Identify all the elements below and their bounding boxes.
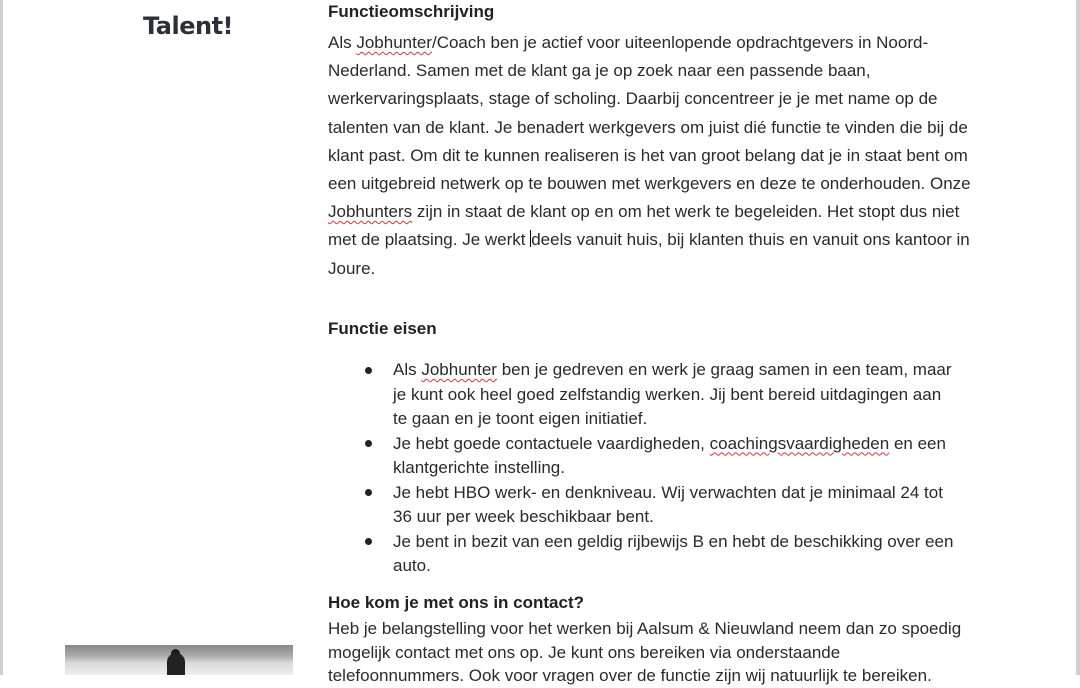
text-line: Jobhunters zijn in staat de klant op en om het werk te begeleiden. Het stopt dus niet [328, 202, 960, 222]
heading-functieomschrijving: Functieomschrijving [328, 2, 495, 21]
text-line: Joure. [328, 258, 376, 278]
text-line: Als Jobhunter/Coach ben je actief voor uiteenlopende opdrachtgevers in Noord- [328, 33, 929, 52]
text-line: mogelijk contact met ons op. Je kunt ons bereiken via onderstaande [328, 642, 841, 662]
spelling-error[interactable]: coachingsvaardigheden [709, 433, 890, 453]
text-line: Als Jobhunter ben je gedreven en werk je graag samen in een team, maar [393, 360, 952, 379]
text-line: telefoonnummers. Ook voor vragen over de functie zijn wij natuurlijk te bereiken. [328, 666, 932, 685]
list-item [363, 432, 1003, 481]
requirements-list [363, 358, 1003, 579]
paragraph-description[interactable] [328, 29, 1028, 283]
text-line: klant past. Om dit te kunnen realiseren is het van groot belang dat je in staat bent om [328, 145, 968, 165]
text-line: te gaan en je toont eigen initiatief. [393, 409, 648, 428]
text-line: Nederland. Samen met de klant ga je op zoek naar een passende baan, [328, 61, 871, 81]
text-line: werkervaringsplaats, stage of scholing. Daarbij concentreer je je met name op de [328, 89, 938, 109]
text-line: Je hebt goede contactuele vaardigheden, coachingsvaardigheden en een [393, 433, 946, 453]
text-line: talenten van de klant. Je benadert werkgevers om juist dié functie te vinden die bij de [328, 117, 968, 137]
paragraph-contact[interactable] [328, 617, 1028, 688]
list-item [363, 530, 1003, 579]
spelling-error[interactable]: Jobhunter [421, 360, 497, 379]
text-line: 36 uur per week beschikbaar bent. [393, 507, 654, 526]
list-item [363, 358, 1003, 432]
text-line: met de plaatsing. Je werkt deels vanuit huis, bij klanten thuis en vanuit ons kantoor in [328, 230, 970, 250]
photo-figure [167, 653, 185, 675]
text-line: een uitgebreid netwerk op te bouwen met werkgevers en deze te onderhouden. Onze [328, 173, 971, 193]
list-item [363, 481, 1003, 530]
sidebar-title: Talent! [143, 12, 233, 40]
heading-functie-eisen: Functie eisen [328, 319, 437, 338]
page-left-edge [0, 0, 3, 675]
page-right-edge [1076, 0, 1080, 675]
text-line: Je bent in bezit van een geldig rijbewijs B en hebt de beschikking over een [393, 531, 954, 551]
text-line: auto. [393, 556, 431, 575]
text-line: Je hebt HBO werk- en denkniveau. Wij verwachten dat je minimaal 24 tot [393, 482, 943, 502]
text-line: Heb je belangstelling voor het werken bij Aalsum & Nieuwland neem dan zo spoedig [328, 619, 962, 638]
heading-contact: Hoe kom je met ons in contact? [328, 593, 584, 612]
spelling-error[interactable]: Jobhunter [356, 33, 432, 52]
text-line: je kunt ook heel goed zelfstandig werken. Jij bent bereid uitdagingen aan [393, 384, 942, 404]
spelling-error[interactable]: Jobhunters [328, 202, 413, 222]
person-photo [65, 645, 293, 675]
text-line: klantgerichte instelling. [393, 458, 565, 477]
